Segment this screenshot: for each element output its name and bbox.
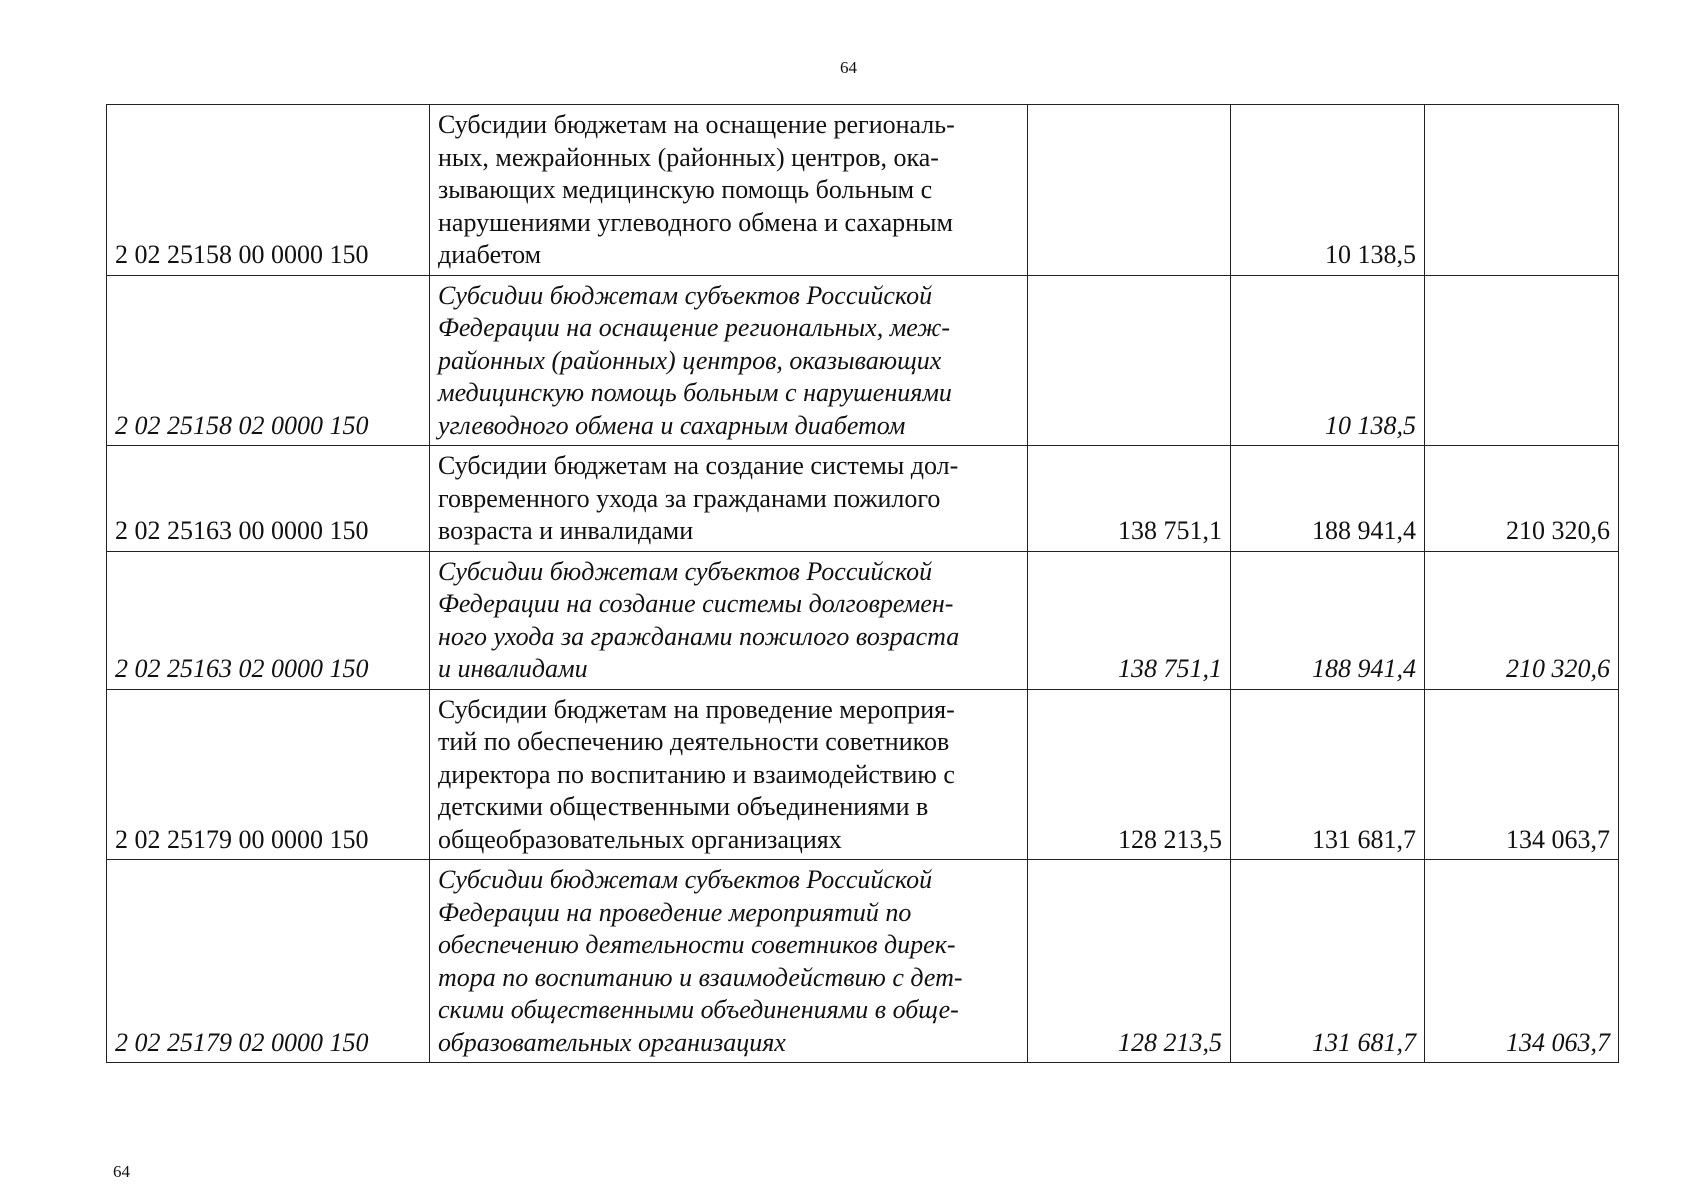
value-year-2-cell: 10 138,5 [1231, 105, 1425, 276]
value-year-1-cell: 128 213,5 [1028, 689, 1231, 860]
value-year-2-cell: 131 681,7 [1231, 689, 1425, 860]
name-line: Субсидии бюджетам на оснащение региональ- [438, 110, 955, 139]
value-year-2-cell: 10 138,5 [1231, 275, 1425, 446]
budget-code-cell: 2 02 25163 00 0000 150 [107, 446, 430, 552]
table-row [107, 689, 1619, 860]
value-year-2-cell: 188 941,4 [1231, 551, 1425, 689]
value-year-1-cell: 138 751,1 [1028, 446, 1231, 552]
revenue-name-cell [430, 275, 1028, 446]
table-row [107, 446, 1619, 552]
name-line: медицинскую помощь больным с нарушениями [438, 378, 952, 407]
name-line: возраста и инвалидами [438, 516, 694, 545]
name-line: обеспечению деятельности советников дирек- [438, 930, 956, 959]
name-line: детскими общественными объединениями в [438, 792, 929, 821]
revenue-name-cell [430, 105, 1028, 276]
value-year-1-cell: 138 751,1 [1028, 551, 1231, 689]
name-line: Федерации на создание системы долговремен- [438, 589, 954, 618]
value-year-1-cell: 128 213,5 [1028, 860, 1231, 1063]
name-line: Субсидии бюджетам субъектов Российской [438, 280, 933, 310]
value-year-2-cell: 131 681,7 [1231, 860, 1425, 1063]
value-year-3-cell: 210 320,6 [1425, 446, 1619, 552]
table-row [107, 860, 1619, 1063]
name-line: Федерации на проведение мероприятий по [438, 897, 912, 927]
value-year-2-cell: 188 941,4 [1231, 446, 1425, 552]
name-line: директора по воспитанию и взаимодействию с [438, 759, 955, 789]
name-line: Субсидии бюджетам субъектов Российской [438, 865, 933, 894]
page-number-top: 64 [840, 58, 857, 77]
budget-code-cell: 2 02 25179 00 0000 150 [107, 689, 430, 860]
revenue-name-cell [430, 860, 1028, 1063]
table-row [107, 551, 1619, 689]
value-year-3-cell [1425, 275, 1619, 446]
name-line: углеводного обмена и сахарным диабетом [438, 410, 906, 440]
name-line: скими общественными объединениями в обще- [438, 995, 959, 1024]
value-year-3-cell: 134 063,7 [1425, 860, 1619, 1063]
name-line: Субсидии бюджетам на создание системы дол- [438, 451, 959, 480]
name-line: зывающих медицинскую помощь больным с [438, 175, 933, 204]
revenue-name-cell [430, 689, 1028, 860]
name-line: ных, межрайонных (районных) центров, ока- [438, 142, 939, 172]
name-line: диабетом [438, 240, 542, 269]
name-line: образовательных организациях [438, 1027, 786, 1057]
name-line: нарушениями углеводного обмена и сахарным [438, 207, 953, 237]
revenue-name-cell [430, 446, 1028, 552]
name-line: Субсидии бюджетам на проведение мероприя- [438, 694, 955, 724]
budget-revenue-table [106, 104, 1619, 1063]
value-year-3-cell: 134 063,7 [1425, 689, 1619, 860]
table-row [107, 105, 1619, 276]
value-year-3-cell [1425, 105, 1619, 276]
revenue-name-cell [430, 551, 1028, 689]
name-line: Федерации на оснащение региональных, меж- [438, 313, 951, 342]
name-line: говременного ухода за гражданами пожилого [438, 483, 941, 513]
name-line: ного ухода за гражданами пожилого возраста [438, 621, 960, 651]
value-year-1-cell [1028, 105, 1231, 276]
value-year-1-cell [1028, 275, 1231, 446]
budget-code-cell: 2 02 25158 00 0000 150 [107, 105, 430, 276]
budget-code-cell: 2 02 25158 02 0000 150 [107, 275, 430, 446]
table-row [107, 275, 1619, 446]
name-line: тий по обеспечению деятельности советников [438, 727, 950, 756]
value-year-3-cell: 210 320,6 [1425, 551, 1619, 689]
name-line: тора по воспитанию и взаимодействию с дет- [438, 962, 963, 992]
name-line: районных (районных) центров, оказывающих [438, 345, 942, 375]
budget-code-cell: 2 02 25163 02 0000 150 [107, 551, 430, 689]
name-line: общеобразовательных организациях [438, 824, 842, 854]
budget-code-cell: 2 02 25179 02 0000 150 [107, 860, 430, 1063]
page-number-bottom: 64 [113, 1162, 130, 1181]
name-line: Субсидии бюджетам субъектов Российской [438, 556, 933, 586]
name-line: и инвалидами [438, 654, 588, 683]
